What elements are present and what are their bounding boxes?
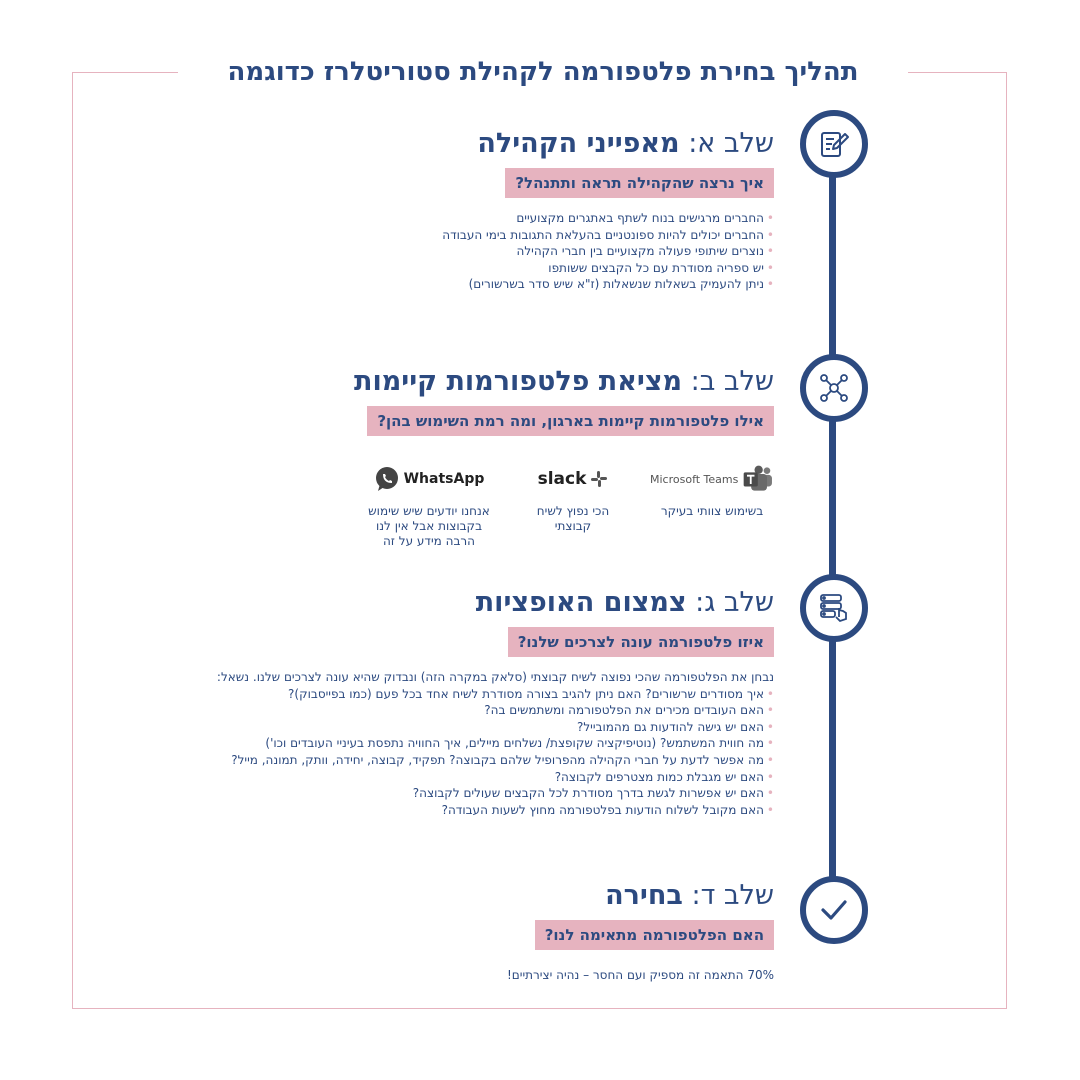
- stage-name: מאפייני הקהילה: [477, 128, 680, 159]
- platform-slack: [518, 462, 628, 534]
- slack-logo: [518, 462, 628, 496]
- platform-caption: בשימוש צוותי בעיקר: [660, 504, 764, 518]
- stage-name: צמצום האופציות: [475, 587, 687, 618]
- timeline-line: [829, 170, 836, 880]
- stage-label: שלב ב:: [690, 366, 774, 397]
- step-question: האם הפלטפורמה מתאימה לנו?: [535, 920, 774, 950]
- platform-whatsapp: [364, 462, 494, 549]
- bullet-list: [217, 686, 774, 819]
- list-item: • האם יש מגבלת כמות מצטרפים לקבוצה?: [217, 769, 774, 786]
- list-item: • האם העובדים מכירים את הפלטפורמה ומשתמשים בה?: [217, 702, 774, 719]
- platform-caption: אנחנו יודעים שיש שימוש בקבוצות אבל אין לנו הרבה מידע על זה: [368, 504, 490, 548]
- timeline-node-3: [800, 574, 868, 642]
- list-item: • יש ספריה מסודרת עם כל הקבצים ששותפו: [442, 260, 774, 277]
- slack-wordmark: slack: [537, 469, 587, 489]
- step-note: 70% התאמה זה מספיק ועם החסר – נהיה יצירתיים!: [507, 968, 774, 982]
- teams-logo: [650, 462, 774, 496]
- list-item: • החברים מרגישים בנוח לשתף באתגרים מקצועיים: [442, 210, 774, 227]
- whatsapp-icon: [374, 466, 400, 492]
- stage-label: שלב ג:: [695, 587, 774, 618]
- whatsapp-logo: [364, 462, 494, 496]
- stage-name: בחירה: [605, 880, 683, 911]
- list-item: • החברים יכולים להיות ספונטניים בהעלאת התגובות בימי העבודה: [442, 227, 774, 244]
- step-4: [507, 878, 774, 982]
- step-1: [442, 126, 774, 293]
- step-heading: [507, 878, 774, 914]
- stage-name: מציאת פלטפורמות קיימות: [354, 366, 683, 397]
- options-list-hand-icon: [816, 590, 852, 626]
- timeline-node-2: [800, 354, 868, 422]
- list-item: • איך מסודרים שרשורים? האם ניתן להגיב בצורה מסודרת לשיח אחד בכל פעם (כמו בפייסבוק)?: [217, 686, 774, 703]
- slack-icon: [590, 470, 608, 488]
- step-heading: [354, 364, 774, 400]
- network-people-icon: [816, 370, 852, 406]
- checkmark-icon: [816, 892, 852, 928]
- step-question: איזו פלטפורמה עונה לצרכים שלנו?: [508, 627, 774, 657]
- whatsapp-wordmark: WhatsApp: [403, 471, 485, 487]
- list-item: • נוצרים שיתופי פעולה מקצועיים בין חברי הקהילה: [442, 243, 774, 260]
- step-question: איך נרצה שהקהילה תראה ותתנהל?: [505, 168, 774, 198]
- platform-caption: הכי נפוץ לשיח קבוצתי: [536, 504, 610, 533]
- page-title: תהליך בחירת פלטפורמה לקהילת סטוריטלרז כדוגמה: [178, 50, 908, 94]
- list-item: • מה חווית המשתמש? (נוטיפיקציה שקופצת/ נשלחים מיילים, איך החוויה נתפסת בעיניי העובדים וכו'): [217, 735, 774, 752]
- edit-document-icon: [816, 126, 852, 162]
- step-heading: [217, 585, 774, 621]
- bullet-list: [442, 210, 774, 293]
- list-item: • האם יש אפשרות לגשת בדרך מסודרת לכל הקבצים שעולים לקבוצה?: [217, 785, 774, 802]
- list-item: • האם מקובל לשלוח הודעות בפלטפורמה מחוץ לשעות העבודה?: [217, 802, 774, 819]
- stage-label: שלב א:: [688, 128, 774, 159]
- teams-wordmark: Microsoft Teams: [650, 472, 739, 486]
- stage-label: שלב ד:: [691, 880, 774, 911]
- list-item: • האם יש גישה להודעות גם מהמובייל?: [217, 719, 774, 736]
- teams-icon: [742, 463, 774, 495]
- timeline-node-4: [800, 876, 868, 944]
- list-item: • מה אפשר לדעת על חברי הקהילה מהפרופיל שלהם בקבוצה? תפקיד, קבוצה, יחידה, וותק, תמונה, מייל?: [217, 752, 774, 769]
- timeline-node-1: [800, 110, 868, 178]
- step-2: [354, 364, 774, 436]
- platform-teams: [650, 462, 774, 519]
- list-item: • ניתן להעמיק בשאלות שנשאלות (ז"א שיש סדר בשרשורים): [442, 276, 774, 293]
- step-heading: [442, 126, 774, 162]
- step-intro: נבחן את הפלטפורמה שהכי נפוצה לשיח קבוצתי (סלאק במקרה הזה) ונבדוק שהיא עונה לצרכים שלנו. נשאל:: [216, 670, 774, 684]
- step-3: [217, 585, 774, 818]
- step-question: אילו פלטפורמות קיימות בארגון, ומה רמת השימוש בהן?: [367, 406, 774, 436]
